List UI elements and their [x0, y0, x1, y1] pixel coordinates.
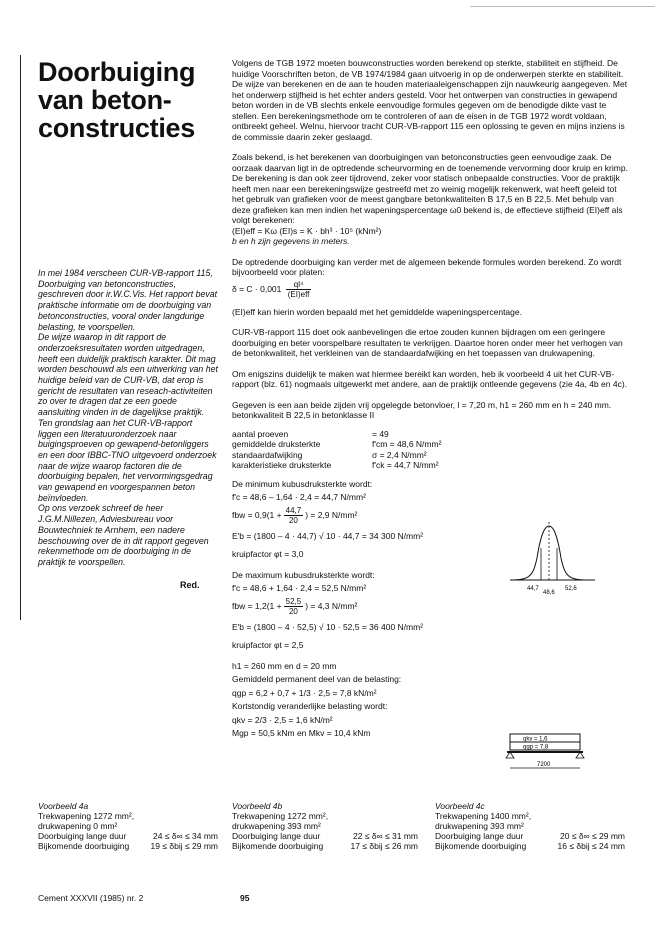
formula-lhs: δ = C · 0,001: [232, 283, 282, 294]
body-paragraph: (EI)eff kan hierin worden bepaald met het gemiddelde wapeningspercentage.: [232, 306, 522, 317]
title-line: constructies: [38, 113, 195, 143]
intro-paragraph: Op ons verzoek schreef de heer J.G.M.Nillezen, Adviesbureau voor Bouwtechniek te Arnhem, een nadere beschouwing over de in dit rapport gegeven rekenmethode om de doorbuiging in de praktijk te voorspellen.: [38, 503, 209, 567]
calc-line: kruipfactor φt = 3,0: [232, 549, 304, 559]
row-value: 20 ≤ δ∞ ≤ 29 mm: [560, 831, 625, 841]
formula-note: b en h zijn gegevens in meters.: [232, 236, 350, 246]
stiffness-formula: (EI)eff = Kω (EI)s = K · bh³ · 10⁵ (kNm²): [232, 225, 382, 236]
example-line: drukwapening 393 mm²: [232, 821, 321, 831]
row-label: Doorbuiging lange duur: [38, 831, 127, 841]
example-line: Trekwapening 1272 mm²,: [232, 811, 329, 821]
fig-label: 7200: [537, 762, 551, 768]
calc-text: fbw = 0,9(1 +: [232, 509, 282, 520]
example-row: [435, 831, 625, 841]
normal-distribution-sketch: [505, 518, 625, 598]
calc-line: f'c = 48,6 + 1,64 · 2,4 = 52,5 N/mm²: [232, 583, 367, 593]
calc-line: qgp = 6,2 + 0,7 + 1/3 · 2,5 = 7,8 kN/m²: [232, 687, 377, 698]
property-row: [232, 460, 628, 471]
calc-line: Gemiddeld permanent deel van de belasting:: [232, 674, 402, 684]
calc-text: ) = 4,3 N/mm²: [305, 600, 358, 611]
footer-journal: Cement XXXVII (1985) nr. 2: [38, 893, 144, 903]
example-line: Trekwapening 1272 mm²,: [38, 811, 135, 821]
fig-label: qkv = 1,6: [523, 736, 548, 743]
property-row: [232, 450, 628, 461]
example-title: Voorbeeld 4a: [38, 801, 89, 811]
example-title: Voorbeeld 4b: [232, 801, 283, 811]
row-value: 19 ≤ δbij ≤ 29 mm: [150, 841, 218, 851]
calc-line: Mgp = 50,5 kNm en Mkv = 10,4 kNm: [232, 728, 371, 738]
row-value: 17 ≤ δbij ≤ 26 mm: [350, 841, 418, 851]
calc-fraction: [284, 597, 304, 616]
example-row: [38, 841, 218, 851]
example-4b: [232, 801, 418, 851]
fraction-numerator: ql⁴: [286, 280, 312, 290]
property-row: [232, 429, 628, 440]
property-value: σ = 2,4 N/mm²: [372, 449, 427, 460]
calc-line: h1 = 260 mm en d = 20 mm: [232, 660, 337, 671]
fig-label: 44,7: [527, 586, 539, 592]
vertical-rule: [20, 55, 21, 620]
row-label: Bijkomende doorbuiging: [232, 841, 324, 851]
intro-paragraph: De wijze waarop in dit rapport de onderzoeksresultaten worden uitgedragen, heeft een duidelijk praktisch karakter. Dit mag worden beschouwd als een uitwerking van het huidige beleid van de CUR-VB, dat erop is gericht de resultaten van reseach-activiteiten zo over te dragen dat ze een goede aansluiting vinden in de dagelijkse praktijk.: [38, 332, 218, 418]
body-paragraph: Zoals bekend, is het berekenen van doorbuigingen van betonconstructies geen eenvoudige zaak. De oorzaak daarvan ligt in de optredende scheurvorming en de toenemende vervorming door kruip en krimp. De berekening is dan ook zeer tijdrovend, zeker voor statisch onbepaalde constructies. Voor de praktijk heeft men naar een berekeningswijze gestreefd met zo weinig mogelijk rekenwerk, wat heeft geleid tot het gebruik van grafieken voor de meest gangbare betonkwaliteiten B 17,5 en B 22,5. Met behulp van deze grafieken kan men indien het wapeningspercentage ω0 bekend is, de effectieve stijfheid (EI)eff als volgt berekenen:: [232, 152, 628, 225]
example-row: [435, 841, 625, 851]
fraction-denominator: 20: [288, 606, 298, 616]
calc-line: [232, 597, 628, 616]
concrete-quality: betonkwaliteit B 22,5 in betonklasse II: [232, 410, 375, 420]
title-line: Doorbuiging: [38, 57, 196, 87]
calc-text: ) = 2,9 N/mm²: [305, 509, 358, 520]
fraction-denominator: 20: [288, 515, 298, 525]
example-title: Voorbeeld 4c: [435, 801, 485, 811]
example-4a: [38, 801, 218, 851]
intro-sidebar: [38, 268, 218, 568]
calc-fraction: [284, 506, 304, 525]
fig-label: qgp = 7,8: [523, 744, 549, 751]
formula-fraction: [286, 280, 312, 299]
calc-heading: De minimum kubusdruksterkte wordt:: [232, 478, 373, 489]
row-value: 22 ≤ δ∞ ≤ 31 mm: [353, 831, 418, 841]
body-paragraph: Gegeven is een aan beide zijden vrij opgelegde betonvloer, l = 7,20 m, h1 = 260 mm en h = 240 mm.: [232, 399, 612, 410]
property-value: f'cm = 48,6 N/mm²: [372, 439, 442, 449]
beam-load-sketch: [505, 730, 625, 780]
page-number: 95: [240, 893, 250, 903]
calc-text: fbw = 1,2(1 +: [232, 600, 282, 611]
properties-table: [232, 429, 628, 471]
fraction-numerator: 52,5: [285, 596, 302, 606]
row-label: Bijkomende doorbuiging: [435, 841, 527, 851]
property-value: f'ck = 44,7 N/mm²: [372, 460, 439, 470]
row-label: Doorbuiging lange duur: [232, 831, 321, 841]
calc-line: f'c = 48,6 – 1,64 · 2,4 = 44,7 N/mm²: [232, 492, 366, 502]
article-body: [232, 58, 628, 745]
load-calc: [232, 661, 628, 739]
calc-line: kruipfactor φt = 2,5: [232, 640, 304, 650]
row-value: 24 ≤ δ∞ ≤ 34 mm: [153, 831, 218, 841]
property-key: aantal proeven: [232, 428, 289, 439]
row-label: Doorbuiging lange duur: [435, 831, 524, 841]
calc-line: E'b = (1800 – 4 · 52,5) √ 10 · 52,5 = 36 400 N/mm²: [232, 621, 424, 632]
fig-label: 52,6: [565, 586, 577, 592]
editor-signature: Red.: [180, 580, 200, 590]
row-value: 16 ≤ δbij ≤ 24 mm: [557, 841, 625, 851]
title-line: van beton-: [38, 85, 172, 115]
example-4c: [435, 801, 625, 851]
example-row: [38, 831, 218, 841]
body-paragraph: De optredende doorbuiging kan verder met de algemeen bekende formules worden berekend. Zo wordt bijvoorbeeld voor platen:: [232, 256, 622, 277]
fig-label: 48,6: [543, 590, 555, 596]
calc-line: Kortstondig veranderlijke belasting wordt:: [232, 701, 388, 711]
fraction-numerator: 44,7: [285, 505, 302, 515]
fraction-denominator: (EI)eff: [287, 289, 310, 299]
intro-paragraph: In mei 1984 verscheen CUR-VB-rapport 115, Doorbuiging van betonconstructies, geschreven door ir.W.C.Vis. Het rapport bevat praktische informatie om de doorbuiging van betonconstructies, vooral onder langdurige belasting, te voorspellen.: [38, 268, 218, 332]
intro-paragraph: Ten grondslag aan het CUR-VB-rapport liggen een literatuuronderzoek naar buigingsproeven op gewapend-betonliggers en een door IBBC-TNO uitgevoerd onderzoek naar de wijze waarop factoren die de doorbuiging bepalen, het vervormingsgedrag van gewapend en voorgespannen beton beïnvloeden.: [38, 417, 217, 503]
calc-heading: De maximum kubusdruksterkte wordt:: [232, 569, 375, 580]
property-value: = 49: [372, 428, 389, 439]
property-key: gemiddelde druksterkte: [232, 439, 321, 449]
top-rule: [470, 6, 655, 7]
example-line: Trekwapening 1400 mm²,: [435, 811, 532, 821]
body-paragraph: Om enigszins duidelijk te maken wat hiermee bereikt kan worden, heb ik voorbeeld 4 uit het CUR-VB-rapport (blz. 61) nogmaals uitgewerkt met andere, aan de praktijk ontleende gegevens (zie 4a, 4b en 4c).: [232, 368, 628, 389]
property-key: standaardafwijking: [232, 449, 303, 460]
example-row: [232, 841, 418, 851]
property-row: [232, 439, 628, 450]
article-title: [38, 58, 213, 142]
deflection-formula: [232, 280, 628, 299]
body-paragraph: Volgens de TGB 1972 moeten bouwconstructies worden berekend op sterkte, stabiliteit en stijfheid. De huidige Voorschriften beton, de VB 1974/1984 gaan uitvoerig in op de onderwerpen sterkte en stabiliteit. De wijze van berekenen en de aan te houden materiaaleigenschappen zijn nauwkeurig aangegeven. Met het onderwerp stijfheid is het echter anders gesteld. Voor het ontwerpen van constructies in gewapend beton worden in de VB slechts enkele eenvoudige formules gegeven om de benodigde dikte vast te stellen. Een berekeningsmethode om te controleren of aan de eisen in de TGB 1972 wordt voldaan, ontbreekt geheel. Welnu, hiervoor tracht CUR-VB-rapport 115 een oplossing te geven en mijns inziens is de commissie daarin zeker geslaagd.: [232, 58, 628, 142]
example-line: drukwapening 393 mm²: [435, 821, 524, 831]
calc-line: E'b = (1800 – 4 · 44,7) √ 10 · 44,7 = 34 300 N/mm²: [232, 530, 424, 541]
body-paragraph: CUR-VB-rapport 115 doet ook aanbevelingen die ertoe zouden kunnen bijdragen om een geringere doorbuiging en beter voorspelbare resultaten te verkrijgen. Daartoe horen onder meer het verhogen van de betonkwaliteit, het verkleinen van de standaardafwijking en het toepassen van drukwapening.: [232, 327, 623, 358]
property-key: karakteristieke druksterkte: [232, 460, 332, 470]
example-line: drukwapening 0 mm²: [38, 821, 118, 831]
row-label: Bijkomende doorbuiging: [38, 841, 130, 851]
example-row: [232, 831, 418, 841]
calc-line: qkv = 2/3 · 2,5 = 1,6 kN/m²: [232, 714, 333, 725]
